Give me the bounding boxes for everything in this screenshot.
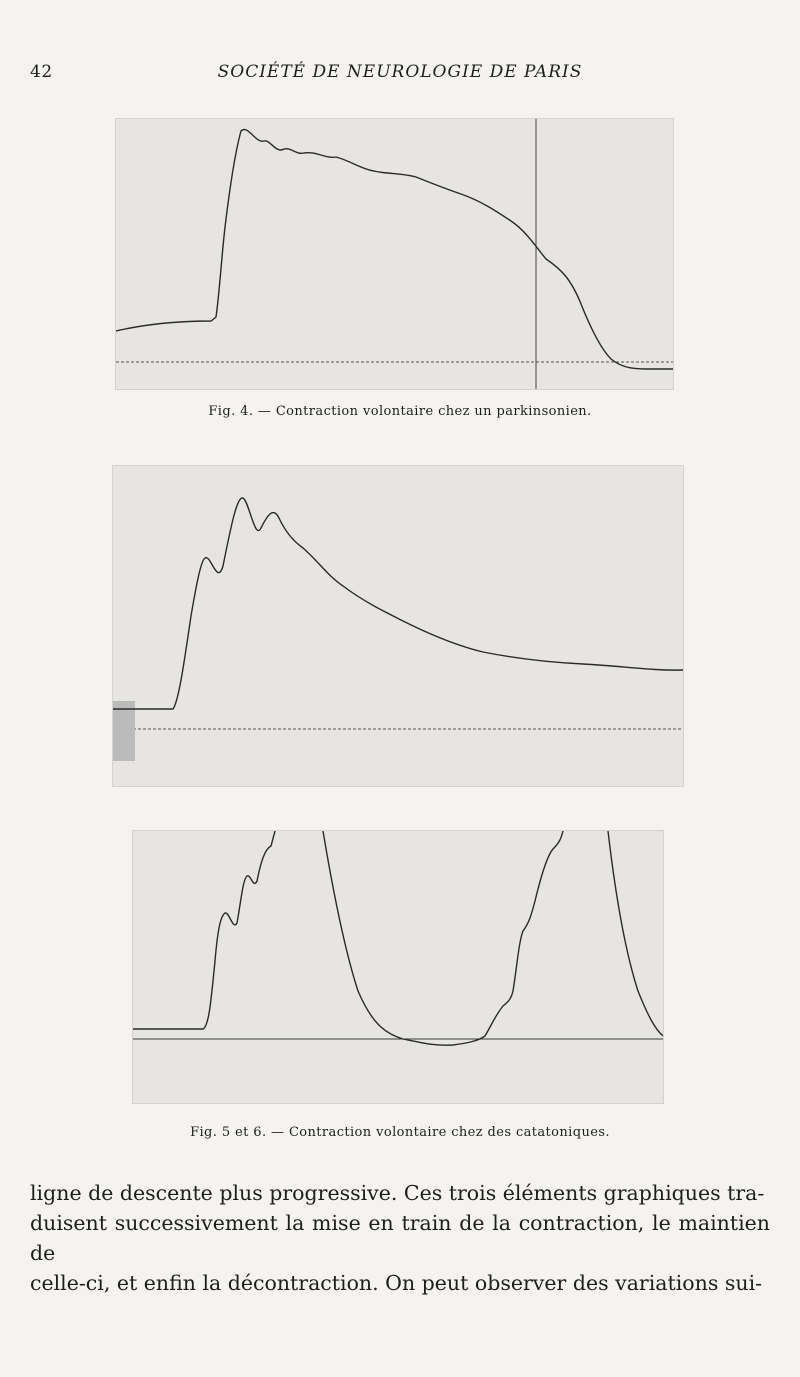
fig6-contraction-trace <box>133 831 663 1045</box>
figure-5-6-label: Fig. 5 et 6. <box>190 1125 267 1140</box>
figure-6-myogram <box>132 830 664 1104</box>
figure-4-caption-text: — Contraction volontaire chez un parkinsonien. <box>257 404 592 419</box>
figure-4-label: Fig. 4. <box>208 404 254 419</box>
body-paragraph <box>30 1178 770 1298</box>
figure-5-6-caption-text: — Contraction volontaire chez des catatoniques. <box>271 1125 610 1140</box>
figure-5-6-caption <box>0 1125 800 1140</box>
fig5-edge-marks <box>113 701 135 761</box>
body-line-3: celle-ci, et enfin la décontraction. On peut observer des variations sui- <box>30 1271 763 1295</box>
running-head: SOCIÉTÉ DE NEUROLOGIE DE PARIS <box>217 62 583 82</box>
page-number: 42 <box>30 62 53 82</box>
figure-4-myogram <box>115 118 674 390</box>
figure-5-myogram <box>112 465 684 787</box>
body-line-1: ligne de descente plus progressive. Ces trois éléments graphiques tra- <box>30 1181 765 1205</box>
figure-4-caption <box>0 404 800 419</box>
fig4-contraction-trace <box>116 130 673 369</box>
fig5-contraction-trace <box>113 498 683 709</box>
body-line-2: duisent successivement la mise en train de la contraction, le maintien de <box>30 1211 770 1265</box>
figure-6-trace-plot <box>133 831 663 1103</box>
figure-4-trace-plot <box>116 119 673 389</box>
figure-5-trace-plot <box>113 466 683 786</box>
